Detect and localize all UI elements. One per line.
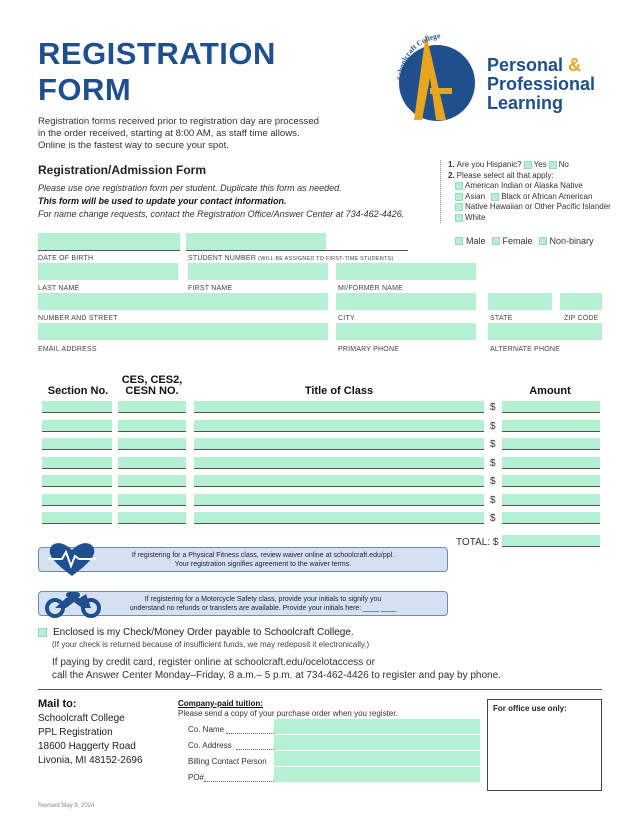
motorcycle-icon: [44, 586, 102, 618]
fitness-banner: [38, 547, 448, 572]
alt-phone-field[interactable]: [488, 323, 602, 340]
col-ces-line-1: CES, CES2,: [121, 374, 183, 386]
race-option-label: Native Hawaiian or Other Pacific Islander: [465, 202, 611, 211]
fitness-line-2: Your registration signifies agreement to the waiver terms.: [174, 560, 352, 568]
gender-male-label: Male: [466, 236, 486, 246]
dob-label: DATE OF BIRTH: [38, 255, 94, 262]
check-payment-option: [38, 627, 354, 638]
dollar-sign: $: [490, 439, 496, 450]
total-dollar: $: [492, 537, 499, 548]
logo-line-3: Learning: [487, 93, 564, 113]
title-line-2: FORM: [38, 72, 132, 107]
dollar-sign: $: [490, 458, 496, 469]
page-title: [38, 36, 276, 108]
alt-phone-label: ALTERNATE PHONE: [490, 346, 561, 353]
mi-field[interactable]: [336, 263, 476, 280]
admission-instructions: [38, 182, 404, 221]
company-subtext: Please send a copy of your purchase order when you register.: [178, 709, 398, 718]
po-field[interactable]: [274, 767, 480, 782]
po-label: PO#: [188, 773, 205, 782]
admission-heading: Registration/Admission Form: [38, 163, 207, 177]
instruction-line: For name change requests, contact the Registration Office/Answer Center at 734-462-4426.: [38, 209, 405, 219]
co-name-label: Co. Name: [188, 725, 225, 734]
primary-phone-label: PRIMARY PHONE: [338, 346, 400, 353]
total-row: [456, 537, 498, 548]
co-name-field[interactable]: [274, 719, 480, 734]
logo-line-2: Professional: [487, 74, 596, 94]
yes-label: Yes: [533, 160, 547, 169]
ces-no-field[interactable]: [118, 512, 186, 524]
mail-line: PPL Registration: [38, 727, 113, 738]
class-title-field[interactable]: [194, 512, 484, 524]
q2-number: 2.: [448, 170, 455, 180]
race-option-label: American Indian or Alaska Native: [465, 181, 583, 190]
dob-underline: [38, 250, 180, 251]
gender-nonbinary-label: Non-binary: [549, 236, 594, 246]
gender-male-checkbox[interactable]: [455, 237, 463, 245]
intro-line: Registration forms received prior to registration day are processed: [38, 116, 320, 127]
logo-bar: [430, 88, 452, 94]
credit-line-1: If paying by credit card, register online at schoolcraft.edu/ocelotaccess or: [52, 657, 375, 668]
ces-no-field[interactable]: [118, 494, 186, 506]
first-name-field[interactable]: [188, 263, 328, 280]
last-name-label: LAST NAME: [38, 285, 80, 292]
mail-heading: Mail to:: [38, 698, 77, 710]
mi-label: MI/FORMER NAME: [338, 285, 404, 292]
moto-line-1: If registering for a Motorcycle Safety class, provide your initials to signify you: [144, 595, 382, 603]
email-label: EMAIL ADDRESS: [38, 346, 97, 353]
dollar-sign: $: [490, 495, 496, 506]
zip-field[interactable]: [560, 293, 602, 310]
total-amount-field[interactable]: [502, 535, 600, 547]
student-number-text: STUDENT NUMBER: [188, 255, 257, 262]
col-ces-header: [116, 375, 188, 397]
student-number-underline: [186, 250, 408, 251]
credit-card-info: [52, 656, 501, 682]
city-field[interactable]: [336, 293, 476, 310]
section-no-field[interactable]: [42, 420, 112, 432]
race-asian-checkbox[interactable]: [455, 193, 463, 201]
race-american-indian-checkbox[interactable]: [455, 182, 463, 190]
gender-female-checkbox[interactable]: [492, 237, 500, 245]
student-number-field[interactable]: [186, 233, 326, 250]
student-number-note: (WILL BE ASSIGNED TO FIRST-TIME STUDENTS): [258, 256, 394, 262]
ces-no-field[interactable]: [118, 401, 186, 413]
revised-date: Revised May 9, 2024: [38, 803, 95, 809]
race-pacific-islander-checkbox[interactable]: [455, 203, 463, 211]
gender-options: [455, 236, 594, 246]
billing-contact-field[interactable]: [274, 751, 480, 766]
section-no-field[interactable]: [42, 438, 112, 450]
col-amount-header: Amount: [529, 385, 571, 397]
intro-line: in the order received, starting at 8:00 AM, as staff time allows.: [38, 128, 300, 139]
section-no-field[interactable]: [42, 512, 112, 524]
col-title-header: Title of Class: [304, 385, 374, 397]
fitness-line-1: If registering for a Physical Fitness class, review waiver online at schoolcraft.edu/ppl.: [131, 551, 395, 559]
hispanic-no-checkbox[interactable]: [549, 161, 557, 169]
section-no-field[interactable]: [42, 494, 112, 506]
check-note: (If your check is returned because of insufficient funds, we may redeposit it electronically.): [52, 640, 370, 649]
mail-line: Livonia, MI 48152-2696: [38, 755, 143, 766]
total-label: TOTAL:: [456, 537, 491, 548]
logo-amp: &: [568, 55, 582, 75]
title-line-1: REGISTRATION: [38, 36, 276, 71]
intro-text: [38, 116, 358, 152]
race-option-label: Asian: [465, 191, 486, 201]
race-white-checkbox[interactable]: [455, 214, 463, 222]
po-dots: [204, 781, 274, 782]
amount-field[interactable]: [502, 475, 600, 487]
dollar-sign: $: [490, 402, 496, 413]
race-option-label: Black or African American: [501, 191, 593, 201]
amount-field[interactable]: [502, 420, 600, 432]
street-label: NUMBER AND STREET: [38, 315, 118, 322]
dollar-sign: $: [490, 513, 496, 524]
class-title-field[interactable]: [194, 494, 484, 506]
class-title-field[interactable]: [194, 457, 484, 469]
gender-female-label: Female: [502, 236, 533, 246]
heart-pulse-icon: [46, 540, 98, 580]
last-name-field[interactable]: [38, 263, 178, 280]
class-title-field[interactable]: [194, 438, 484, 450]
ces-no-field[interactable]: [118, 475, 186, 487]
state-label: STATE: [490, 315, 513, 322]
no-label: No: [558, 160, 569, 169]
section-no-field[interactable]: [42, 457, 112, 469]
instruction-bold: This form will be used to update your contact information.: [38, 196, 287, 206]
mail-address: [38, 712, 143, 768]
amount-field[interactable]: [502, 457, 600, 469]
amount-field[interactable]: [502, 512, 600, 524]
ces-no-field[interactable]: [118, 457, 186, 469]
office-use-label: For office use only:: [493, 704, 567, 713]
office-use-box: [487, 699, 602, 791]
co-address-label: Co. Address: [188, 741, 232, 750]
class-title-field[interactable]: [194, 401, 484, 413]
dob-field[interactable]: [38, 233, 180, 250]
city-label: CITY: [338, 315, 355, 322]
demographics-questions: [440, 160, 612, 223]
state-field[interactable]: [488, 293, 552, 310]
divider: [38, 689, 602, 690]
instruction-line: Please use one registration form per student. Duplicate this form as needed.: [38, 183, 342, 193]
section-no-field[interactable]: [42, 401, 112, 413]
dollar-sign: $: [490, 476, 496, 487]
race-option-label: White: [465, 212, 486, 222]
dollar-sign: $: [490, 421, 496, 432]
q1-text: Are you Hispanic?: [456, 160, 522, 169]
mail-line: 18600 Haggerty Road: [38, 741, 136, 752]
primary-phone-field[interactable]: [336, 323, 476, 340]
student-number-label: [188, 255, 393, 262]
q1-number: 1.: [448, 160, 455, 169]
class-title-field[interactable]: [194, 475, 484, 487]
zip-label: ZIP CODE: [564, 315, 599, 322]
co-name-dots: [226, 733, 274, 734]
amount-field[interactable]: [502, 494, 600, 506]
ces-no-field[interactable]: [118, 420, 186, 432]
hispanic-yes-checkbox[interactable]: [524, 161, 532, 169]
check-payment-label: Enclosed is my Check/Money Order payable to Schoolcraft College.: [53, 627, 354, 638]
amount-field[interactable]: [502, 401, 600, 413]
company-heading: Company-paid tuition:: [178, 699, 263, 708]
billing-contact-label: Billing Contact Person: [188, 757, 267, 766]
co-address-field[interactable]: [274, 735, 480, 750]
mail-line: Schoolcraft College: [38, 713, 125, 724]
email-field[interactable]: [38, 323, 328, 340]
credit-line-2: call the Answer Center Monday–Friday, 8 a.m.– 5 p.m. at 734-462-4426 to register and pay by phone.: [52, 670, 501, 681]
co-address-dots: [236, 749, 274, 750]
logo-arc-text: Schoolcraft College: [394, 31, 441, 81]
moto-line-2: understand no refunds or transfers are available. Provide your initials here: ____ ____: [129, 604, 397, 612]
ces-no-field[interactable]: [118, 438, 186, 450]
race-black-checkbox[interactable]: [491, 193, 499, 201]
intro-line: Online is the fastest way to secure your spot.: [38, 140, 229, 151]
section-no-field[interactable]: [42, 475, 112, 487]
street-field[interactable]: [38, 293, 328, 310]
q2-text: Please select all that apply:: [456, 170, 554, 180]
logo-wordmark: [487, 56, 595, 113]
first-name-label: FIRST NAME: [188, 285, 233, 292]
logo-line-1: Personal: [487, 55, 564, 75]
amount-field[interactable]: [502, 438, 600, 450]
gender-nonbinary-checkbox[interactable]: [539, 237, 547, 245]
class-title-field[interactable]: [194, 420, 484, 432]
col-ces-line-2: CESN NO.: [125, 385, 179, 397]
col-section-header: Section No.: [47, 385, 109, 397]
check-payment-checkbox[interactable]: [38, 628, 47, 637]
